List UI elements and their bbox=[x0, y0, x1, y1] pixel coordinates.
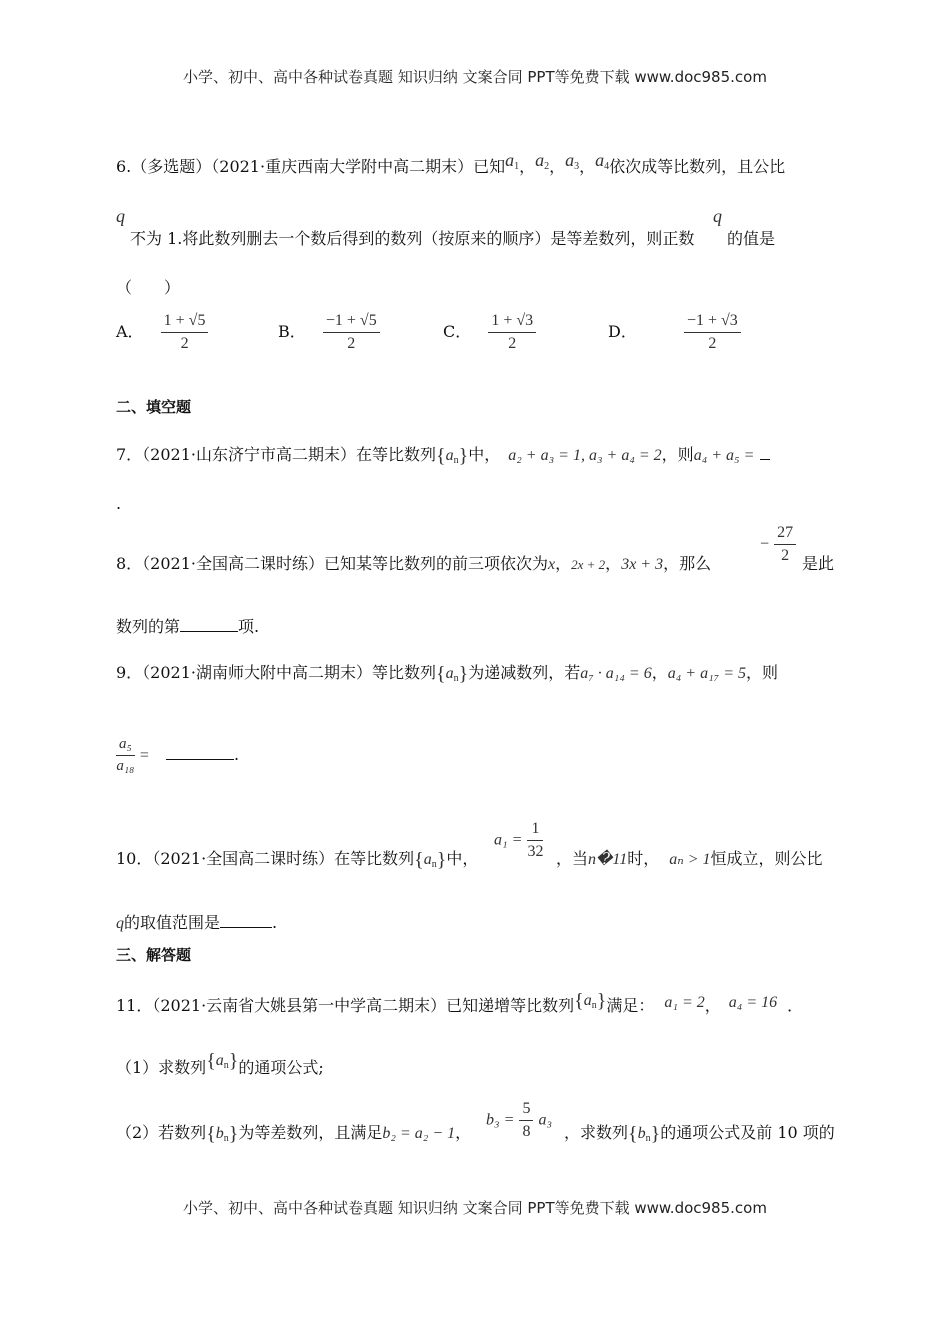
q10-line1-tail: ，当n�11时， aₙ > 1恒成立，则公比 bbox=[556, 849, 823, 868]
q7-answer-blank[interactable] bbox=[760, 445, 770, 460]
q8-line2: 数列的第 项. bbox=[116, 617, 260, 636]
q6-suffix: 依次成等比数列，且公比 bbox=[609, 157, 786, 176]
q6-line2: 不为 1.将此数列删去一个数后得到的数列（按原来的顺序）是等差数列，则正数 bbox=[130, 229, 695, 248]
option-c[interactable]: C． $\frac{1 + √3}{2}$ bbox=[443, 312, 536, 353]
option-a-num: 1 + √5 bbox=[161, 312, 209, 333]
q11-b3: b₃ = $\frac{5}{8}$ a₃ bbox=[486, 1100, 553, 1140]
q11-part2-tail: ，求数列$\{b_n\}$的通项公式及前 10 项的 bbox=[564, 1123, 835, 1145]
q6-q-symbol: q bbox=[116, 206, 125, 226]
q9-cond2: a₄ + a₁₇ = 5 bbox=[667, 665, 747, 682]
q9-answer-blank[interactable] bbox=[166, 745, 234, 760]
q6-prefix: 6.（多选题）（2021·重庆西南大学附中高二期末）已知 bbox=[116, 157, 506, 176]
q7-target: a₄ + a₅ = bbox=[693, 447, 755, 464]
q10-answer-blank[interactable] bbox=[220, 913, 272, 928]
option-b-num: −1 + √5 bbox=[323, 312, 380, 333]
q6-q-symbol-2: q bbox=[713, 206, 722, 226]
q9-line2: $\frac{\text{a₅}}{\text{a₁₈}}$ = . bbox=[116, 736, 240, 774]
page-footer: 小学、初中、高中各种试卷真题 知识归纳 文案合同 PPT等免费下载 www.doc985.com bbox=[183, 1199, 767, 1217]
q11-part2: （2）若数列$\{b_n\}$为等差数列，且满足b₂ = a₂ − 1， bbox=[116, 1123, 472, 1145]
q7-line1: 7．（2021·山东济宁市高二期末）在等比数列$\{a_n\}$中， a₂ + a₃ = 1, a₃ + a₄ = 2，则a₄ + a₅ = bbox=[116, 442, 770, 468]
q8-fraction: − $\frac{27}{2}$ bbox=[760, 524, 796, 565]
option-d-num: −1 + √3 bbox=[684, 312, 741, 333]
q9-cond1: a₇ · a₁₄ = 6 bbox=[580, 665, 652, 682]
section-fill-blank: 二、填空题 bbox=[116, 398, 192, 416]
q10-line2: q的取值范围是 . bbox=[116, 913, 278, 932]
section-answer: 三、解答题 bbox=[116, 946, 192, 964]
option-c-num: 1 + √3 bbox=[488, 312, 536, 333]
q6-paren: （ ） bbox=[116, 278, 181, 297]
q6-line2-end: 的值是 bbox=[727, 229, 776, 248]
q10-line1: 10．（2021·全国高二课时练）在等比数列$\{a_n\}$中， bbox=[116, 849, 479, 871]
q11-part1: （1）求数列$\{a_n\}$的通项公式; bbox=[116, 1050, 324, 1077]
q7-dot: . bbox=[116, 494, 122, 513]
q8-after: 是此 bbox=[802, 554, 835, 573]
q9-line1: 9．（2021·湖南师大附中高二期末）等比数列$\{a_n\}$为递减数列，若a₇ · a₁₄ = 6，a₄ + a₁₇ = 5，则 bbox=[116, 663, 779, 685]
q7-expr: a₂ + a₃ = 1, a₃ + a₄ = 2 bbox=[508, 447, 662, 464]
page-header: 小学、初中、高中各种试卷真题 知识归纳 文案合同 PPT等免费下载 www.doc985.com bbox=[183, 68, 767, 86]
option-d[interactable]: D． $\frac{-1 + √3}{2}$ bbox=[608, 312, 741, 353]
q11-line1: 11．（2021·云南省大姚县第一中学高二期末）已知递增等比数列$\{a_n\}$满足： a₁ = 2， a₄ = 16 ． bbox=[116, 990, 804, 1015]
option-a[interactable]: A． $\frac{1 + √5}{2}$ bbox=[116, 312, 208, 353]
q8-line1: 8．（2021·全国高二课时练）已知某等比数列的前三项依次为x，2x + 2，3x + 3，那么 bbox=[116, 554, 712, 573]
option-b[interactable]: B． $\frac{-1 + √5}{2}$ bbox=[278, 312, 380, 353]
q8-answer-blank[interactable] bbox=[180, 617, 238, 632]
q6-line1: 6.（多选题）（2021·重庆西南大学附中高二期末）已知$a_1$，$a_2$，$a_3$，$a_4$依次成等比数列，且公比 bbox=[116, 150, 786, 176]
q10-a1: a₁ = $\frac{1}{32}$ bbox=[494, 820, 544, 860]
